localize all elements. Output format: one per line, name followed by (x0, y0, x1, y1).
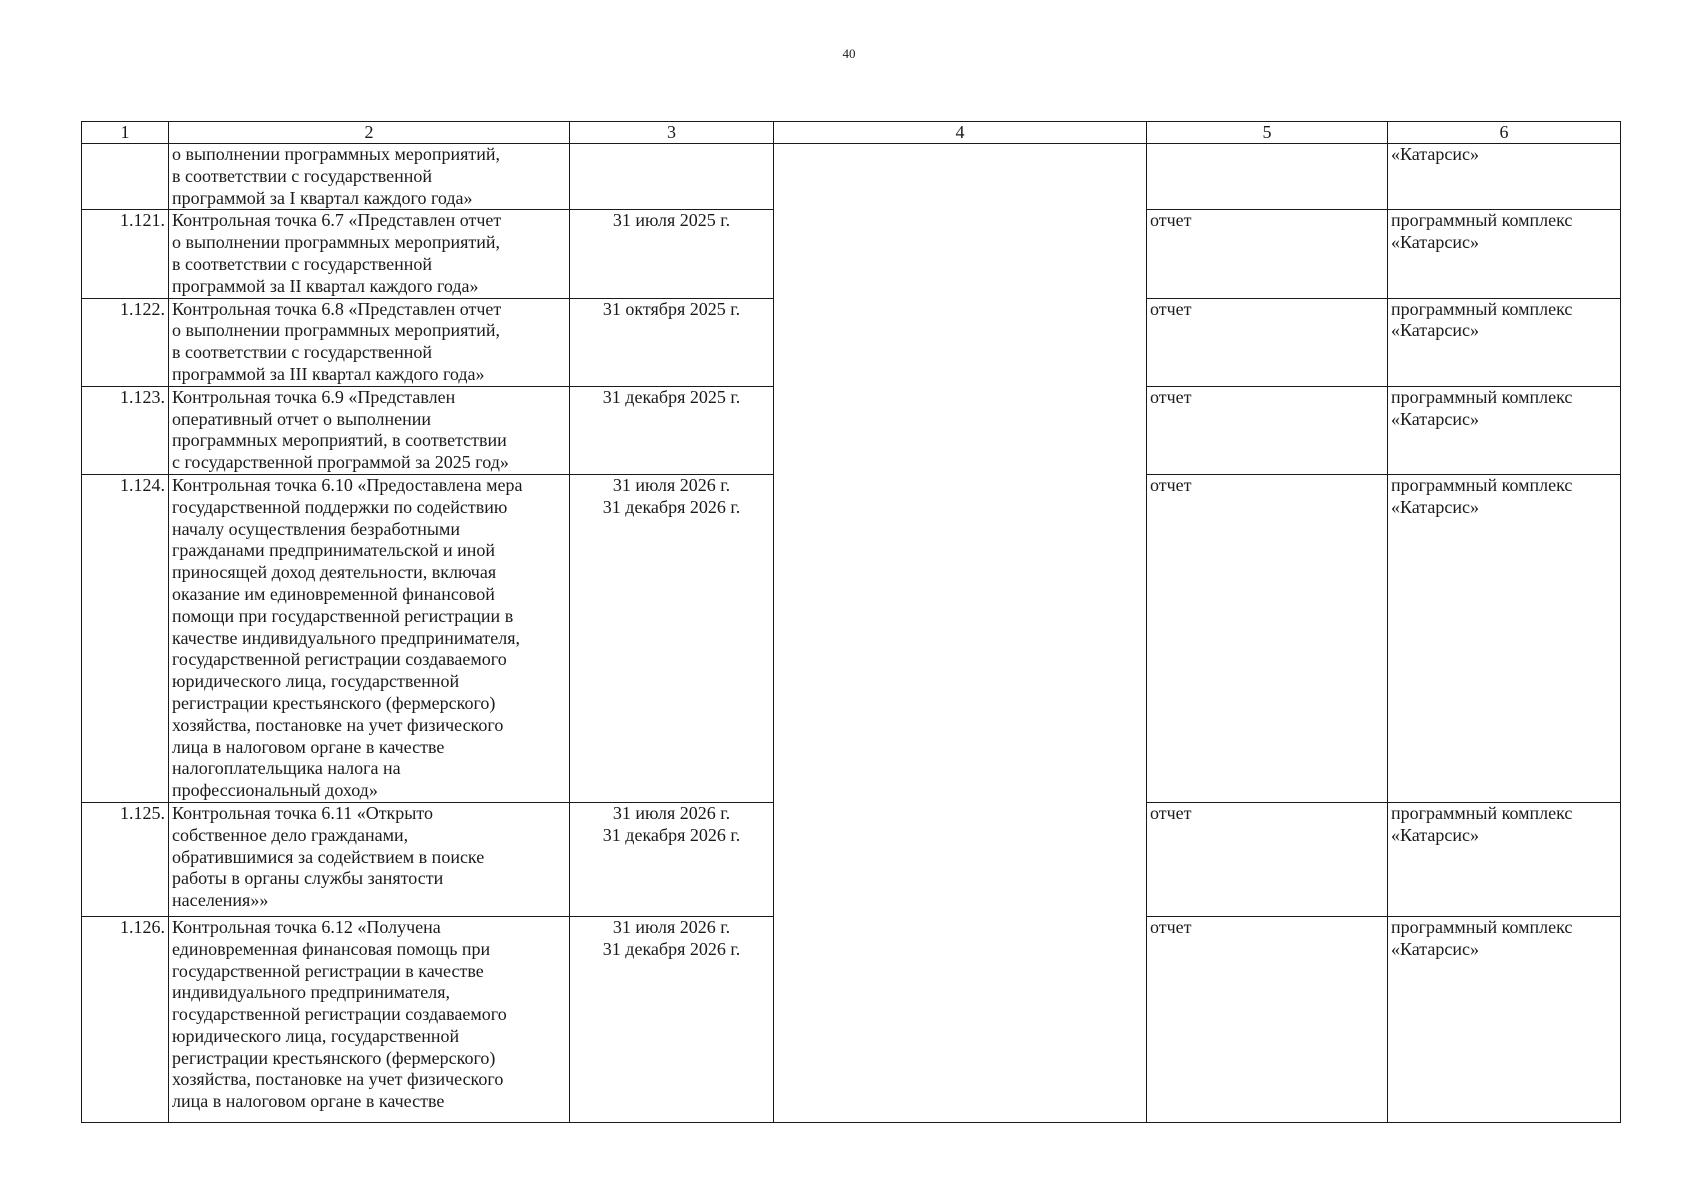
information-system-line: программный комплекс (1391, 916, 1573, 937)
information-system-line: «Катарсис» (1391, 496, 1479, 517)
information-system-line: «Катарсис» (1391, 938, 1479, 959)
description-line: приносящей доход деятельности, включая (172, 562, 497, 583)
description-line: государственной регистрации создаваемого (172, 1004, 507, 1025)
deadline-cell (570, 144, 774, 210)
deadline-cell (570, 210, 774, 298)
deadline-date: 31 декабря 2026 г. (602, 938, 741, 959)
column-number-header: 4 (774, 122, 1147, 144)
description-line: юридического лица, государственной (172, 671, 460, 692)
description-line: Контрольная точка 6.11 «Открыто (172, 802, 434, 823)
description-line: оперативный отчет о выполнении (172, 408, 432, 429)
information-system-line: «Катарсис» (1391, 232, 1479, 253)
description-line: гражданами предпринимательской и иной (172, 540, 495, 561)
description-line: о выполнении программных мероприятий, (172, 320, 501, 341)
control-point-description-cell (169, 298, 570, 386)
document-type-cell: отчет (1147, 298, 1388, 386)
information-system-line: программный комплекс (1391, 298, 1573, 319)
responsible-cell (774, 144, 1147, 1123)
description-line: населения»» (172, 890, 269, 911)
deadline-date: 31 декабря 2025 г. (602, 386, 741, 407)
row-number-cell: 1.124. (82, 474, 169, 802)
document-type-cell: отчет (1147, 474, 1388, 802)
control-point-description-cell (169, 474, 570, 802)
information-system-cell (1388, 386, 1621, 474)
information-system-cell (1388, 916, 1621, 1122)
description-line: оказание им единовременной финансовой (172, 583, 495, 604)
description-line: государственной поддержки по содействию (172, 496, 508, 517)
description-line: Контрольная точка 6.9 «Представлен (172, 386, 456, 407)
control-point-description-cell (169, 144, 570, 210)
row-number-cell: 1.122. (82, 298, 169, 386)
table-row (82, 144, 1621, 210)
description-line: о выполнении программных мероприятий, (172, 232, 501, 253)
description-line: в соответствии с государственной (172, 342, 432, 363)
description-line: программой за III квартал каждого года» (172, 363, 485, 384)
description-line: индивидуального предпринимателя, (172, 982, 450, 1003)
description-line: государственной регистрации создаваемого (172, 649, 507, 670)
control-points-table (81, 121, 1621, 1123)
description-line: собственное дело гражданами, (172, 824, 409, 845)
row-number-cell: 1.121. (82, 210, 169, 298)
document-type-cell (1147, 144, 1388, 210)
information-system-cell (1388, 298, 1621, 386)
column-number-row (82, 122, 1621, 144)
deadline-cell (570, 916, 774, 1122)
deadline-date: 31 октября 2025 г. (602, 298, 741, 319)
deadline-date: 31 декабря 2026 г. (602, 824, 741, 845)
row-number-cell: 1.123. (82, 386, 169, 474)
description-line: в соответствии с государственной (172, 253, 432, 274)
table-body (82, 144, 1621, 1123)
column-number-header: 1 (82, 122, 169, 144)
column-number-header: 3 (570, 122, 774, 144)
information-system-line: программный комплекс (1391, 386, 1573, 407)
information-system-cell (1388, 474, 1621, 802)
description-line: в соответствии с государственной (172, 165, 432, 186)
description-line: хозяйства, постановке на учет физического (172, 1069, 504, 1090)
deadline-cell (570, 386, 774, 474)
document-type-cell: отчет (1147, 916, 1388, 1122)
information-system-line: «Катарсис» (1391, 408, 1479, 429)
description-line: программой за I квартал каждого года» (172, 187, 473, 208)
description-line: единовременная финансовая помощь при (172, 938, 491, 959)
description-line: качестве индивидуального предпринимателя, (172, 627, 520, 648)
description-line: регистрации крестьянского (фермерского) (172, 692, 496, 713)
description-line: о выполнении программных мероприятий, (172, 144, 501, 164)
information-system-line: программный комплекс (1391, 474, 1573, 495)
document-type-cell: отчет (1147, 802, 1388, 916)
description-line: работы в органы службы занятости (172, 868, 444, 889)
information-system-cell (1388, 144, 1621, 210)
deadline-cell (570, 298, 774, 386)
document-type-cell: отчет (1147, 210, 1388, 298)
control-point-description-cell (169, 210, 570, 298)
description-line: лица в налоговом органе в качестве (172, 736, 445, 757)
description-line: помощи при государственной регистрации в (172, 605, 514, 626)
description-line: Контрольная точка 6.10 «Предоставлена мера (172, 474, 523, 495)
control-point-description-cell (169, 802, 570, 916)
deadline-date: 31 июля 2026 г. (612, 474, 731, 495)
row-number-cell: 1.125. (82, 802, 169, 916)
description-line: налогоплательщика налога на (172, 758, 401, 779)
description-line: обратившимися за содействием в поиске (172, 846, 485, 867)
information-system-cell (1388, 210, 1621, 298)
information-system-line: программный комплекс (1391, 210, 1573, 231)
description-line: государственной регистрации в качестве (172, 960, 484, 981)
deadline-date: 31 июля 2026 г. (612, 916, 731, 937)
column-number-header: 6 (1388, 122, 1621, 144)
control-point-description-cell (169, 386, 570, 474)
description-line: Контрольная точка 6.12 «Получена (172, 916, 441, 937)
column-number-header: 2 (169, 122, 570, 144)
information-system-line: «Катарсис» (1391, 320, 1479, 341)
information-system-line: «Катарсис» (1391, 144, 1479, 164)
description-line: профессиональный доход» (172, 780, 378, 801)
information-system-cell (1388, 802, 1621, 916)
description-line: хозяйства, постановке на учет физического (172, 714, 504, 735)
deadline-cell (570, 802, 774, 916)
description-line: программных мероприятий, в соответствии (172, 430, 507, 451)
description-line: регистрации крестьянского (фермерского) (172, 1047, 496, 1068)
page-number: 40 (842, 46, 856, 61)
column-number-header: 5 (1147, 122, 1388, 144)
deadline-date: 31 декабря 2026 г. (602, 496, 741, 517)
control-point-description-cell (169, 916, 570, 1122)
description-line: Контрольная точка 6.8 «Представлен отчет (172, 298, 502, 319)
deadline-date: 31 июля 2026 г. (612, 802, 731, 823)
description-line: программой за II квартал каждого года» (172, 275, 479, 296)
description-line: с государственной программой за 2025 год» (172, 452, 509, 473)
information-system-line: «Катарсис» (1391, 824, 1479, 845)
row-number-cell (82, 144, 169, 210)
description-line: Контрольная точка 6.7 «Представлен отчет (172, 210, 502, 231)
row-number-cell: 1.126. (82, 916, 169, 1122)
description-line: лица в налоговом органе в качестве (172, 1091, 445, 1112)
information-system-line: программный комплекс (1391, 802, 1573, 823)
document-type-cell: отчет (1147, 386, 1388, 474)
deadline-date: 31 июля 2025 г. (612, 210, 731, 231)
description-line: началу осуществления безработными (172, 518, 460, 539)
deadline-cell (570, 474, 774, 802)
description-line: юридического лица, государственной (172, 1025, 460, 1046)
